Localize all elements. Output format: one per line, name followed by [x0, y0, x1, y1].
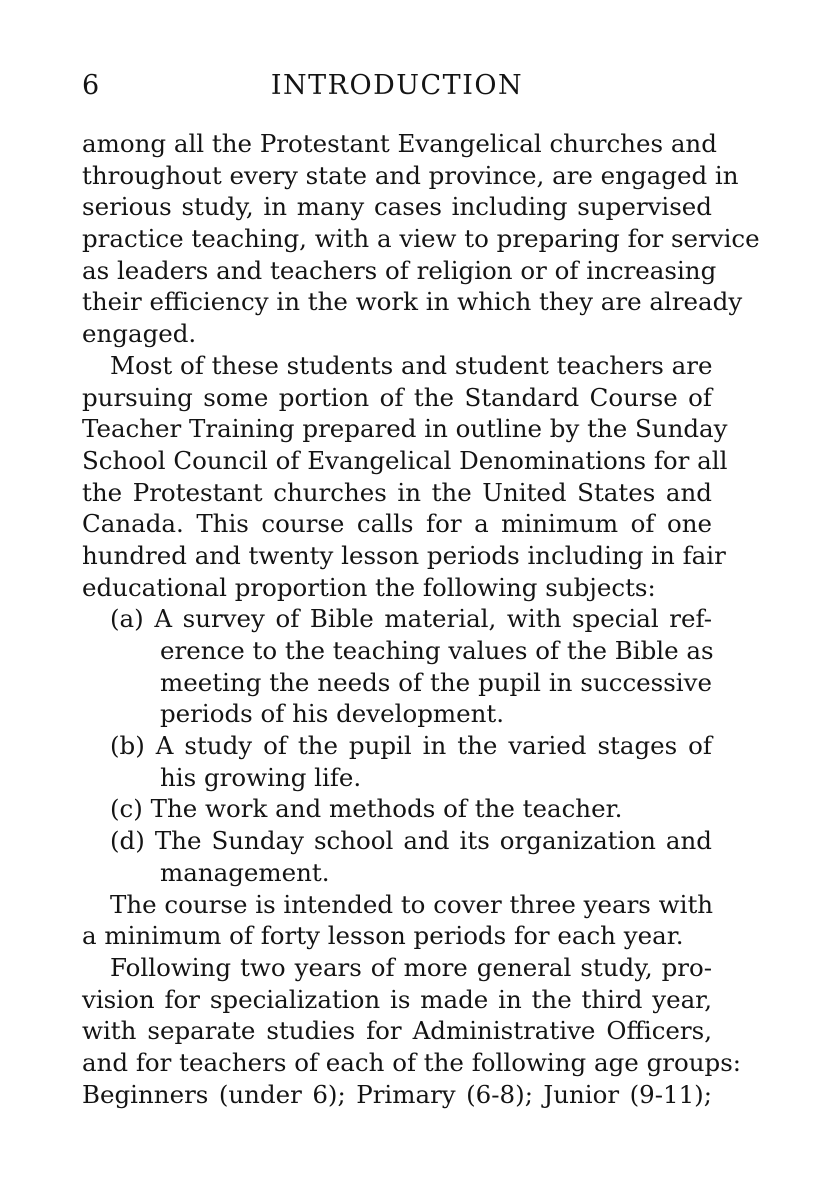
text-line: with separate studies for Administrative Officers,: [82, 1016, 712, 1046]
text-line: as leaders and teachers of religion or of increasing: [82, 255, 717, 285]
text-line: among all the Protestant Evangelical churches and: [82, 129, 717, 158]
list-item: [82, 793, 712, 825]
paragraph: [82, 128, 760, 350]
text-line: their efficiency in the work in which they are already: [82, 287, 743, 317]
text-line: Following two years of more general study, pro-: [110, 952, 712, 982]
text-line: erence to the teaching values of the Bible as: [160, 636, 714, 665]
paragraph: [82, 952, 742, 1110]
text-line: (b) A study of the pupil in the varied stages of: [110, 731, 712, 761]
text-line: (c) The work and methods of the teacher.: [110, 794, 623, 824]
text-line: hundred and twenty lesson periods including in fair: [82, 540, 726, 570]
text-line: the Protestant churches in the United States and: [82, 477, 712, 507]
text-line: serious study, in many cases including supervised: [82, 192, 712, 222]
text-line: Most of these students and student teachers are: [110, 350, 713, 380]
text-line: his growing life.: [160, 762, 362, 792]
list-item: [82, 603, 712, 730]
text-line: a minimum of forty lesson periods for each year.: [82, 921, 684, 951]
text-line: Canada. This course calls for a minimum of one: [82, 509, 712, 539]
text-line: educational proportion the following subjects:: [82, 572, 656, 602]
text-line: Teacher Training prepared in outline by the Sunday: [82, 414, 728, 444]
text-line: meeting the needs of the pupil in successive: [160, 667, 712, 697]
text-line: management.: [160, 857, 330, 887]
text-line: School Council of Evangelical Denominations for all: [82, 445, 728, 475]
text-line: and for teachers of each of the following age groups:: [82, 1047, 742, 1077]
page-header: [82, 70, 712, 106]
text-line: (a) A survey of Bible material, with special ref-: [110, 604, 712, 634]
text-line: engaged.: [82, 319, 197, 349]
list-item: [82, 730, 712, 793]
text-line: pursuing some portion of the Standard Course of: [82, 382, 712, 412]
text-line: vision for specialization is made in the third year,: [82, 984, 712, 1014]
paragraph: [82, 350, 728, 604]
text-line: Beginners (under 6); Primary (6-8); Junior (9-11);: [82, 1079, 712, 1109]
page-number: 6: [82, 70, 101, 101]
list-item: [82, 825, 712, 888]
body-text: [82, 128, 760, 1110]
text-line: practice teaching, with a view to preparing for service: [82, 224, 760, 254]
text-line: throughout every state and province, are engaged in: [82, 160, 739, 190]
text-line: periods of his development.: [160, 699, 505, 729]
text-line: (d) The Sunday school and its organization and: [110, 826, 712, 856]
paragraph: [82, 889, 712, 952]
text-line: The course is intended to cover three years with: [110, 889, 714, 919]
subject-list: [82, 603, 712, 888]
running-head: INTRODUCTION: [270, 70, 524, 101]
